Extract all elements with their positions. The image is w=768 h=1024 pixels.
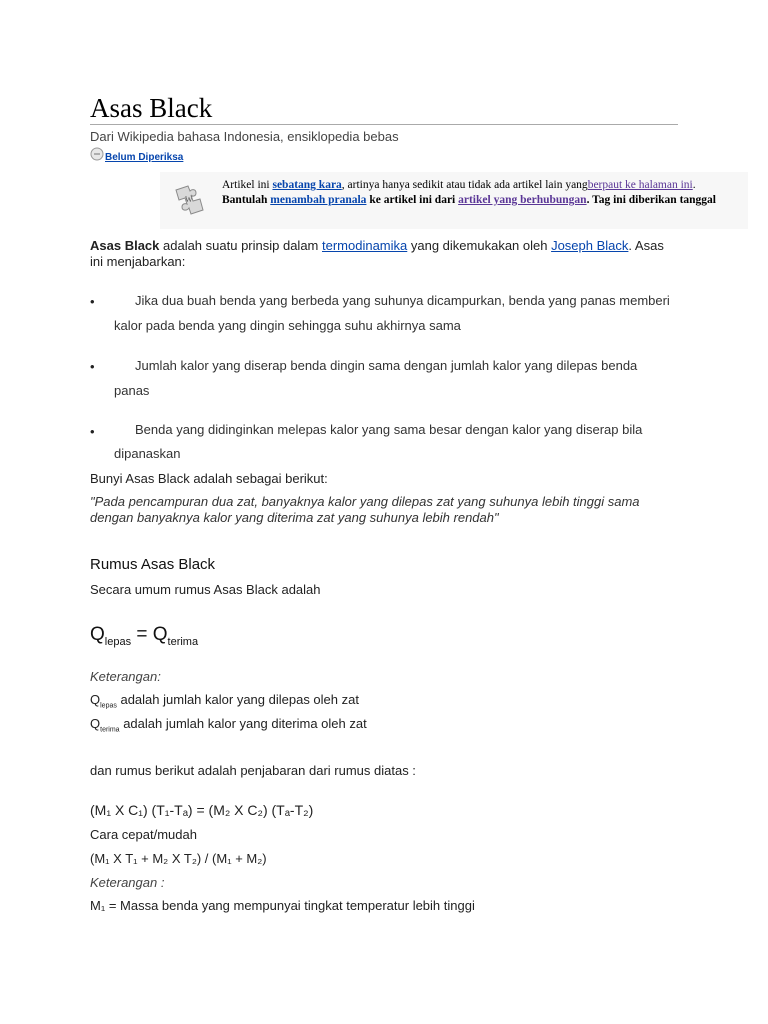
formula-q: Q <box>90 624 105 645</box>
stub-notice-box <box>160 172 748 229</box>
keterangan-label: Keterangan: <box>90 669 161 684</box>
stub-bold-2: ke artikel ini dari <box>366 194 459 206</box>
bullet-item: Jika dua buah benda yang berbeda yang suhunya dicampurkan, benda yang panas memberi kalor pada benda yang dingin sehingga suhu akhirnya sama <box>114 293 670 333</box>
link-berpaut[interactable]: berpaut ke halaman ini <box>587 179 693 191</box>
keterangan-label-2: Keterangan : <box>90 875 165 890</box>
derived-formula: (M₁ X C₁) (T₁-Tₐ) = (M₂ X C₂) (Tₐ-T₂) <box>90 802 314 818</box>
page-title: Asas Black <box>90 93 213 123</box>
main-formula <box>90 624 198 648</box>
intro-paragraph <box>90 238 680 270</box>
intro-text-1: adalah suatu prinsip dalam <box>159 238 322 253</box>
formula-sub-lepas: lepas <box>104 635 132 648</box>
qlepas-description: adalah jumlah kalor yang dilepas oleh zat <box>116 692 359 707</box>
q-sub-terima: terima <box>100 726 120 734</box>
unreviewed-icon <box>90 147 104 161</box>
review-status <box>90 145 183 163</box>
intro-text-2: yang dikemukakan oleh <box>407 238 552 253</box>
review-badge-link[interactable]: Belum Diperiksa <box>105 152 184 163</box>
asas-black-quote: "Pada pencampuran dua zat, banyaknya kalor yang dilepas zat yang suhunya lebih tinggi sama dengan banyaknya kalor yang diterima zat yang suhunya lebih rendah" <box>90 494 640 525</box>
derived-intro: dan rumus berikut adalah penjabaran dari rumus diatas : <box>90 763 416 778</box>
q-symbol: Q <box>90 716 101 731</box>
m1-description: M₁ = Massa benda yang mempunyai tingkat temperatur lebih tinggi <box>90 898 475 913</box>
section-intro: Secara umum rumus Asas Black adalah <box>90 582 321 597</box>
cara-cepat-label: Cara cepat/mudah <box>90 827 197 842</box>
bullet-marker: • <box>90 359 95 374</box>
bullet-marker: • <box>90 294 95 309</box>
page-subtitle: Dari Wikipedia bahasa Indonesia, ensiklopedia bebas <box>90 129 399 144</box>
q-symbol: Q <box>90 692 101 707</box>
bullet-item: Jumlah kalor yang diserap benda dingin sama dengan jumlah kalor yang dilepas benda panas <box>114 358 638 398</box>
stub-text-2: , artinya hanya sedikit atau tidak ada artikel lain yang <box>341 179 588 191</box>
bullet-item: Benda yang didinginkan melepas kalor yang sama besar dengan kalor yang diserap bila dipanaskan <box>114 422 643 461</box>
link-sebatang-kara[interactable]: sebatang kara <box>272 179 342 191</box>
link-artikel-berhubungan[interactable]: artikel yang berhubungan <box>458 194 587 206</box>
bullet-marker: • <box>90 424 95 439</box>
stub-notice-text <box>222 178 742 208</box>
stub-bold-1: Bantulah <box>222 194 271 206</box>
intro-text-3: . Asas ini menjabarkan: <box>90 238 664 269</box>
bunyi-text: Bunyi Asas Black adalah sebagai berikut: <box>90 471 328 486</box>
link-menambah-pranala[interactable]: menambah pranala <box>270 194 367 206</box>
stub-text-3: . <box>692 179 696 191</box>
intro-bold-term: Asas Black <box>90 238 160 253</box>
qterima-line <box>90 716 690 739</box>
formula-sub-terima: terima <box>167 635 199 648</box>
section-heading: Rumus Asas Black <box>90 556 216 573</box>
stub-bold-3: . Tag ini diberikan tanggal <box>586 194 716 206</box>
link-termodinamika[interactable]: termodinamika <box>322 238 408 253</box>
svg-text:W: W <box>185 195 193 204</box>
q-sub-lepas: lepas <box>100 702 117 710</box>
qlepas-line <box>90 692 690 715</box>
puzzle-piece-icon <box>170 180 208 218</box>
stub-text-1: Artikel ini <box>222 179 273 191</box>
qterima-description: adalah jumlah kalor yang diterima oleh zat <box>119 716 367 731</box>
link-joseph-black[interactable]: Joseph Black <box>551 238 629 253</box>
formula-equals: = <box>131 624 153 645</box>
title-divider <box>90 124 678 125</box>
quick-formula: (M₁ X T₁ + M₂ X T₂) / (M₁ + M₂) <box>90 851 267 866</box>
formula-q: Q <box>152 624 168 645</box>
